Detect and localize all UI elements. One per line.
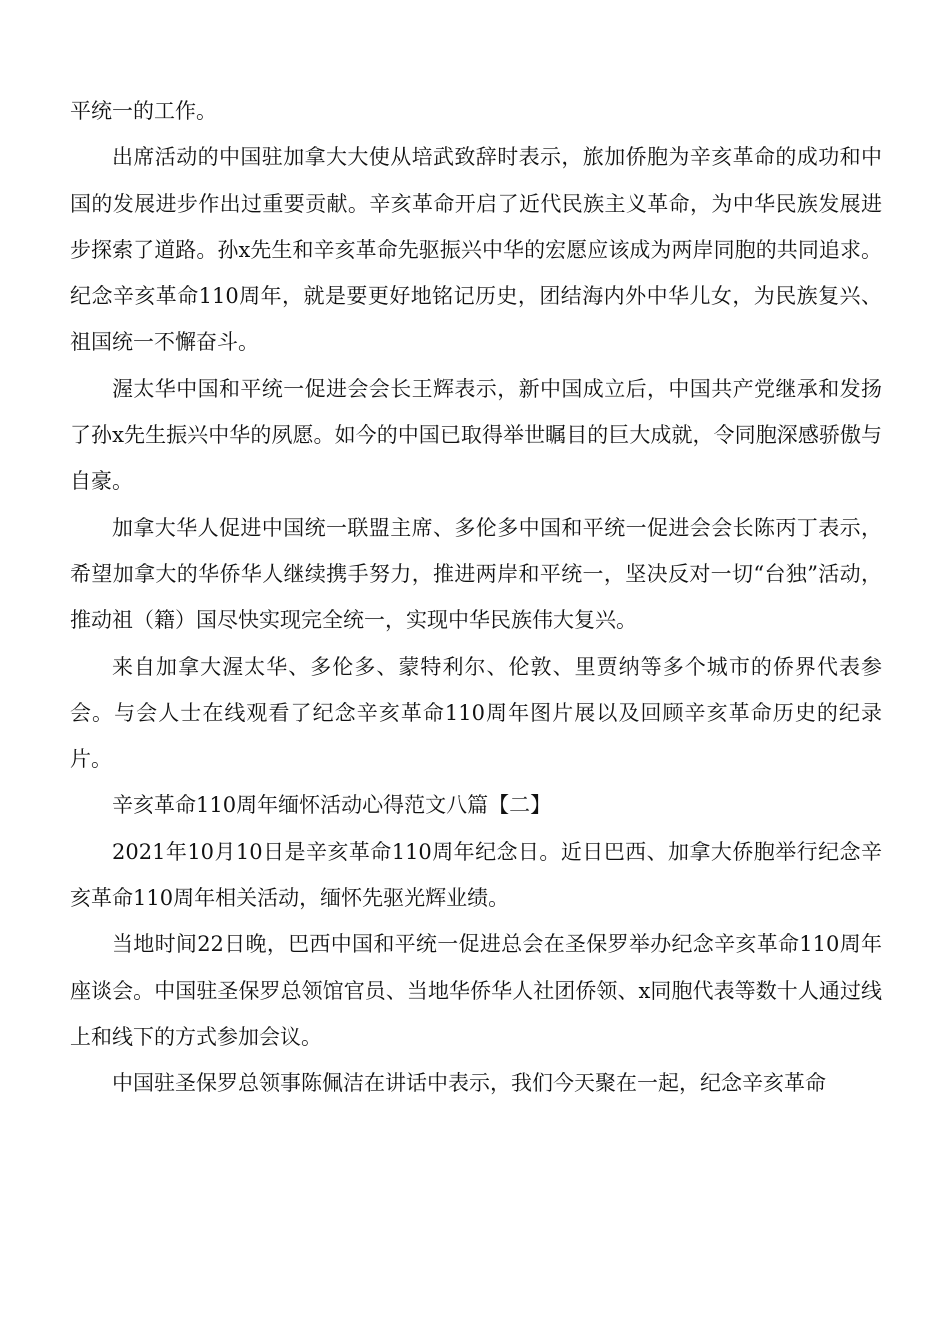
- paragraph-continuation: 平统一的工作。: [70, 99, 217, 123]
- section-heading: 辛亥革命110周年缅怀活动心得范文八篇【二】: [112, 793, 552, 818]
- paragraph-ottawa-president: 渥太华中国和平统一促进会会长王辉表示，新中国成立后，中国共产党继承和发扬了孙x先生振兴中华的夙愿。如今的中国已取得举世瞩目的巨大成就，令同胞深感骄傲与自豪。: [70, 376, 882, 494]
- paragraph-ambassador-speech: 出席活动的中国驻加拿大大使从培武致辞时表示，旅加侨胞为辛亥革命的成功和中国的发展进步作出过重要贡献。辛亥革命开启了近代民族主义革命，为中华民族发展进步探索了道路。孙x先生和辛亥革命先驱振兴中华的宏愿应该成为两岸同胞的共同追求。纪念辛亥革命110周年，就是要更好地铭记历史，团结海内外中华儿女，为民族复兴、祖国统一不懈奋斗。: [70, 145, 882, 355]
- document-body: [70, 88, 882, 1107]
- paragraph-participants: 来自加拿大渥太华、多伦多、蒙特利尔、伦敦、里贾纳等多个城市的侨界代表参会。与会人士在线观看了纪念辛亥革命110周年图片展以及回顾辛亥革命历史的纪录片。: [70, 654, 882, 772]
- paragraph-sao-paulo-forum: 当地时间22日晚，巴西中国和平统一促进总会在圣保罗举办纪念辛亥革命110周年座谈会。中国驻圣保罗总领馆官员、当地华侨华人社团侨领、x同胞代表等数十人通过线上和线下的方式参加会议。: [70, 932, 882, 1049]
- paragraph-anniversary: 2021年10月10日是辛亥革命110周年纪念日。近日巴西、加拿大侨胞举行纪念辛亥革命110周年相关活动，缅怀先驱光辉业绩。: [70, 839, 882, 911]
- paragraph-consul-general: 中国驻圣保罗总领事陈佩洁在讲话中表示，我们今天聚在一起，纪念辛亥革命: [112, 1071, 826, 1096]
- paragraph-toronto-chairman: 加拿大华人促进中国统一联盟主席、多伦多中国和平统一促进会会长陈丙丁表示，希望加拿大的华侨华人继续携手努力，推进两岸和平统一，坚决反对一切“台独”活动，推动祖（籍）国尽快实现完全统一，实现中华民族伟大复兴。: [70, 515, 882, 633]
